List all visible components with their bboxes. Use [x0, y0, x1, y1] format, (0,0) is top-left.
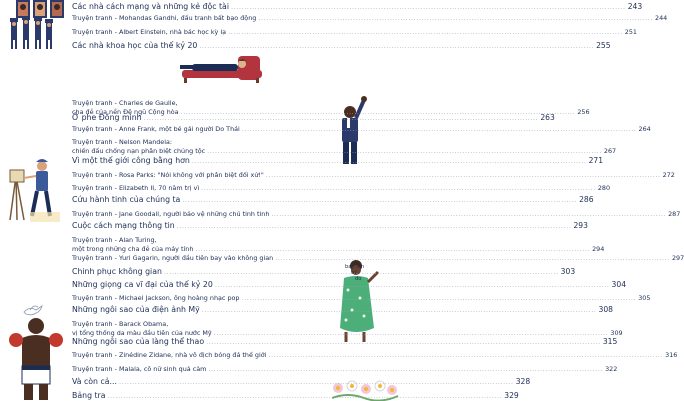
reclining-man-icon	[172, 54, 278, 84]
toc-entry-line	[72, 210, 681, 219]
toc-entry-title: Truyện tranh - Elizabeth II, 70 năm trị vì	[72, 184, 200, 192]
toc-entry-title: Các nhà khoa học của thế kỷ 20	[72, 41, 198, 50]
toc-entry[interactable]	[72, 351, 678, 360]
dot-leader	[266, 171, 661, 180]
toc-entry-line	[72, 320, 320, 329]
dot-leader	[241, 294, 636, 303]
toc-entry-line	[72, 146, 617, 156]
toc-entry-title: Cứu hành tinh của chúng ta	[72, 195, 181, 204]
toc-entry-line	[72, 2, 643, 12]
toc-entry[interactable]	[72, 14, 668, 23]
toc-entry-title: vị tổng thống da màu đầu tiên của nước Mỹ	[72, 328, 212, 337]
toc-entry-line	[72, 184, 611, 193]
toc-page-number: 309	[610, 328, 623, 337]
toc-entry-line	[72, 351, 678, 360]
toc-entry[interactable]	[72, 184, 611, 193]
toc-section-entry[interactable]	[72, 391, 519, 401]
toc-entry-title: Truyện tranh - Zinédine Zidane, nhà vô địch bóng đá thế giới	[72, 351, 267, 359]
toc-entry-line	[72, 28, 637, 37]
toc-entry-title: Truyện tranh - Barack Obama,	[72, 320, 169, 328]
dot-leader	[242, 125, 637, 134]
toc-entry-line	[72, 14, 668, 23]
toc-entry-line	[72, 156, 604, 166]
toc-entry-line	[72, 41, 611, 51]
toc-entry-line	[72, 171, 675, 180]
toc-page-number: 256	[577, 107, 590, 116]
toc-entry-title: một trong những cha đẻ của máy tính	[72, 244, 194, 253]
toc-entry-line	[72, 391, 519, 401]
toc-page-number: 267	[603, 146, 617, 155]
toc-entry[interactable]	[72, 138, 617, 155]
toc-page-number: 286	[579, 195, 594, 204]
toc-section-entry[interactable]	[72, 156, 604, 166]
speech-line-3: do	[355, 276, 362, 282]
dot-leader	[231, 3, 626, 12]
toc-entry-line	[72, 365, 618, 374]
toc-page-number: 308	[598, 305, 613, 314]
toc-entry-title: Truyện tranh - Albert Einstein, nhà bác học kỳ lạ	[72, 28, 227, 36]
toc-page-number: 305	[638, 294, 651, 302]
toc-entry-line	[72, 305, 613, 315]
toc-page-number: 294	[592, 244, 605, 253]
toc-entry-title: Ở phe Đồng minh	[72, 113, 142, 122]
toc-entry-line	[72, 294, 651, 303]
toc-entry[interactable]	[72, 254, 684, 263]
toc-entry-title: Vì một thế giới công bằng hơn	[72, 156, 190, 165]
toc-entry-title: Truyện tranh - Malala, cô nữ sinh quả cảm	[72, 365, 207, 373]
dot-leader	[119, 378, 514, 387]
toc-entry-title: Truyện tranh - Yuri Gagarin, người đầu tiên bay vào không gian	[72, 254, 274, 262]
toc-entry-title: Bảng tra	[72, 391, 106, 400]
toc-page-number: 303	[560, 267, 576, 276]
toc-page-number: 243	[627, 2, 643, 11]
dot-leader	[208, 365, 603, 374]
toc-entry-title: Các nhà cách mạng và những kẻ độc tài	[72, 2, 229, 11]
toc-entry[interactable]	[72, 320, 623, 337]
toc-section-entry[interactable]	[72, 2, 643, 12]
toc-entry-title: Những ngôi sao của điện ảnh Mỹ	[72, 305, 200, 314]
toc-entry[interactable]	[72, 236, 605, 253]
dot-leader	[268, 351, 663, 360]
toc-entry-line	[72, 138, 320, 147]
dot-leader	[214, 329, 609, 338]
toc-page-number: 329	[504, 391, 519, 400]
dot-leader	[144, 114, 539, 123]
dot-leader	[258, 14, 653, 23]
toc-entry[interactable]	[72, 365, 618, 374]
toc-entry-title: Và còn cả...	[72, 377, 117, 386]
toc-entry-title: Chinh phục không gian	[72, 267, 162, 276]
dot-leader	[228, 28, 623, 37]
toc-entry-title: Truyện tranh - Alan Turing,	[72, 236, 157, 244]
dot-leader	[271, 210, 666, 219]
toc-section-entry[interactable]	[72, 195, 594, 205]
toc-section-entry[interactable]	[72, 305, 613, 315]
toc-page-number: 272	[662, 171, 675, 179]
toc-page-number: 297	[671, 254, 684, 262]
toc-entry-line	[72, 195, 594, 205]
toc-page-number: 264	[638, 125, 651, 133]
toc-entry-title: Truyện tranh - Jane Goodall, người bảo vệ những chú tinh tinh	[72, 210, 270, 218]
toc-entry-line	[72, 125, 651, 134]
toc-page-number: 293	[573, 221, 588, 230]
toc-entry-title: Truyện tranh - Anne Frank, một bé gái người Do Thái	[72, 125, 240, 133]
toc-entry-title: Truyện tranh - Nelson Mandela:	[72, 138, 173, 146]
toc-entry-title: Cuộc cách mạng thông tin	[72, 221, 175, 230]
dot-leader	[201, 184, 596, 193]
toc-page-number: 328	[515, 377, 531, 386]
toc-section-entry[interactable]	[72, 377, 531, 387]
toc-section-entry[interactable]	[72, 113, 555, 123]
dot-leader	[215, 281, 610, 290]
toc-entry-title: cha đẻ của nền Đệ ngũ Cộng hòa	[72, 107, 179, 116]
toc-page-number: 255	[596, 41, 611, 50]
toc-page-number: 244	[655, 14, 668, 22]
dot-leader	[164, 268, 559, 277]
dot-leader	[195, 245, 590, 254]
toc-page-number: 271	[588, 156, 604, 165]
toc-page-number: 251	[624, 28, 637, 36]
toc-page-number: 315	[602, 337, 618, 346]
toc-entry-title: Những ngôi sao của làng thể thao	[72, 337, 205, 346]
toc-entry-line	[72, 113, 555, 123]
dot-leader	[202, 306, 597, 315]
toc-page-number: 322	[605, 365, 618, 373]
toc-entry[interactable]	[72, 210, 681, 219]
dot-leader	[192, 157, 587, 166]
toc-entry-line	[72, 254, 684, 263]
speech-line-1: bay lên	[345, 264, 365, 270]
toc-page-number: 304	[611, 280, 627, 289]
toc-page-number: 316	[665, 351, 678, 359]
toc-entry-title: Truyện tranh - Charles de Gaulle,	[72, 99, 178, 107]
police-officers-icon	[8, 14, 54, 50]
toc-entry[interactable]	[72, 125, 651, 134]
toc-section-entry[interactable]	[72, 41, 611, 51]
toc-entry-title: chiến đấu chống nạn phân biệt chủng tộc	[72, 146, 206, 155]
toc-entry-title: Truyện tranh - Mohandas Gandhi, đấu tranh bất bạo động	[72, 14, 257, 22]
toc-entry-line	[72, 280, 627, 290]
dot-leader	[199, 42, 594, 51]
toc-entry[interactable]	[72, 171, 675, 180]
toc-entry-line	[72, 244, 605, 254]
toc-section-entry[interactable]	[72, 337, 618, 347]
toc-entry[interactable]	[72, 28, 637, 37]
toc-page-number: 263	[540, 113, 555, 122]
toc-entry-line	[72, 236, 320, 245]
toc-entry-line	[72, 337, 618, 347]
dot-leader	[206, 338, 601, 347]
toc-entry-title: Truyện tranh - Rosa Parks: "Nói không với phân biệt đối xử!"	[72, 171, 264, 179]
dot-leader	[108, 392, 503, 401]
toc-entry-line	[72, 328, 623, 338]
toc-entry-title: Truyện tranh - Michael Jackson, ông hoàng nhạc pop	[72, 294, 240, 302]
toc-entry-line	[72, 221, 588, 231]
dot-leader	[182, 196, 577, 205]
toc-entry[interactable]	[72, 294, 651, 303]
toc-entry-line	[72, 377, 531, 387]
painter-easel-icon	[6, 156, 62, 222]
dot-leader	[177, 222, 572, 231]
boxer-icon	[4, 316, 68, 400]
dot-leader	[275, 254, 670, 263]
speech-line-2: tự	[351, 270, 357, 276]
toc-section-entry[interactable]	[72, 221, 588, 231]
toc-page-number: 280	[597, 184, 611, 192]
toc-entry-title: Những giọng ca vĩ đại của thế kỷ 20	[72, 280, 213, 289]
dot-leader	[207, 147, 602, 156]
toc-entry-line	[72, 99, 320, 108]
toc-section-entry[interactable]	[72, 280, 627, 290]
toc-page-number: 287	[668, 210, 681, 218]
